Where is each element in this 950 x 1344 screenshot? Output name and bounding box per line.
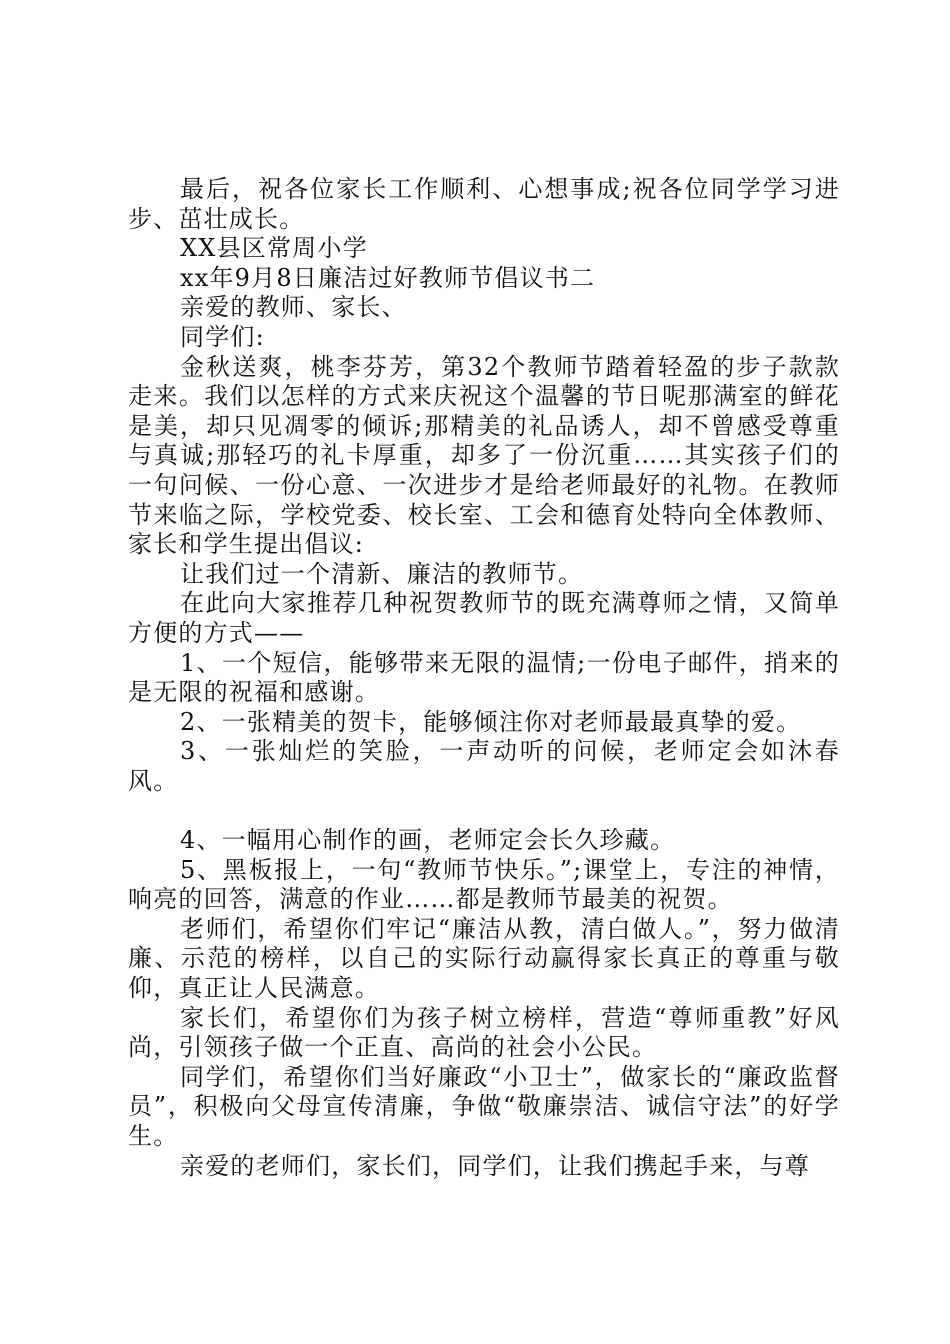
list-item-5: 5、黑板报上，一句“教师节快乐。”;课堂上，专注的神情，响亮的回答，满意的作业……都是教师节最美的祝贺。: [128, 855, 840, 914]
list-item-2: 2、一张精美的贺卡，能够倾注你对老师最最真挚的爱。: [180, 707, 802, 736]
closing-wishes-paragraph: 最后，祝各位家长工作顺利、心想事成;祝各位同学学习进步、茁壮成长。: [128, 175, 840, 233]
proposal-statement: 让我们过一个清新、廉洁的教师节。: [180, 559, 584, 588]
list-item-4: 4、一幅用心制作的画，老师定会长久珍藏。: [180, 826, 676, 855]
list-item-3: 3、一张灿烂的笑脸，一声动听的问候，老师定会如沐春风。: [128, 737, 840, 795]
document-body: [128, 175, 840, 1181]
salutation-line-1: 亲爱的教师、家长、: [180, 293, 407, 322]
teachers-appeal-paragraph: 老师们，希望你们牢记“廉洁从教，清白做人。”，努力做清廉、示范的榜样，以自己的实际行动赢得家长真正的尊重与敬仰，真正让人民满意。: [128, 914, 840, 1003]
students-appeal-paragraph: 同学们，希望你们当好廉政“小卫士”，做家长的“廉政监督员”，积极向父母宣传清廉，争做“敬廉崇洁、诚信守法”的好学生。: [128, 1062, 840, 1150]
school-signature-line: XX县区常周小学: [180, 234, 368, 263]
date-and-title-line: xx年9月8日廉洁过好教师节倡议书二: [180, 263, 596, 292]
intro-paragraph: 金秋送爽，桃李芬芳，第32个教师节踏着轻盈的步子款款走来。我们以怎样的方式来庆祝这个温馨的节日呢那满室的鲜花是美，却只见凋零的倾诉;那精美的礼品诱人，却不曾感受尊重与真诚;那轻巧的礼卡厚重，却多了一份沉重……其实孩子们的一句问候、一份心意、一次进步才是给老师最好的礼物。在教师节来临之际，学校党委、校长室、工会和德育处特向全体教师、家长和学生提出倡议:: [128, 352, 840, 559]
closing-appeal-paragraph: 亲爱的老师们，家长们，同学们，让我们携起手来，与尊: [180, 1151, 810, 1180]
recommendation-intro: 在此向大家推荐几种祝贺教师节的既充满尊师之情，又简单方便的方式——: [128, 589, 840, 647]
salutation-line-2: 同学们:: [180, 322, 265, 351]
parents-appeal-paragraph: 家长们，希望你们为孩子树立榜样，营造“尊师重教”好风尚，引领孩子做一个正直、高尚的社会小公民。: [128, 1003, 840, 1062]
list-item-1: 1、一个短信，能够带来无限的温情;一份电子邮件，捎来的是无限的祝福和感谢。: [128, 648, 840, 707]
